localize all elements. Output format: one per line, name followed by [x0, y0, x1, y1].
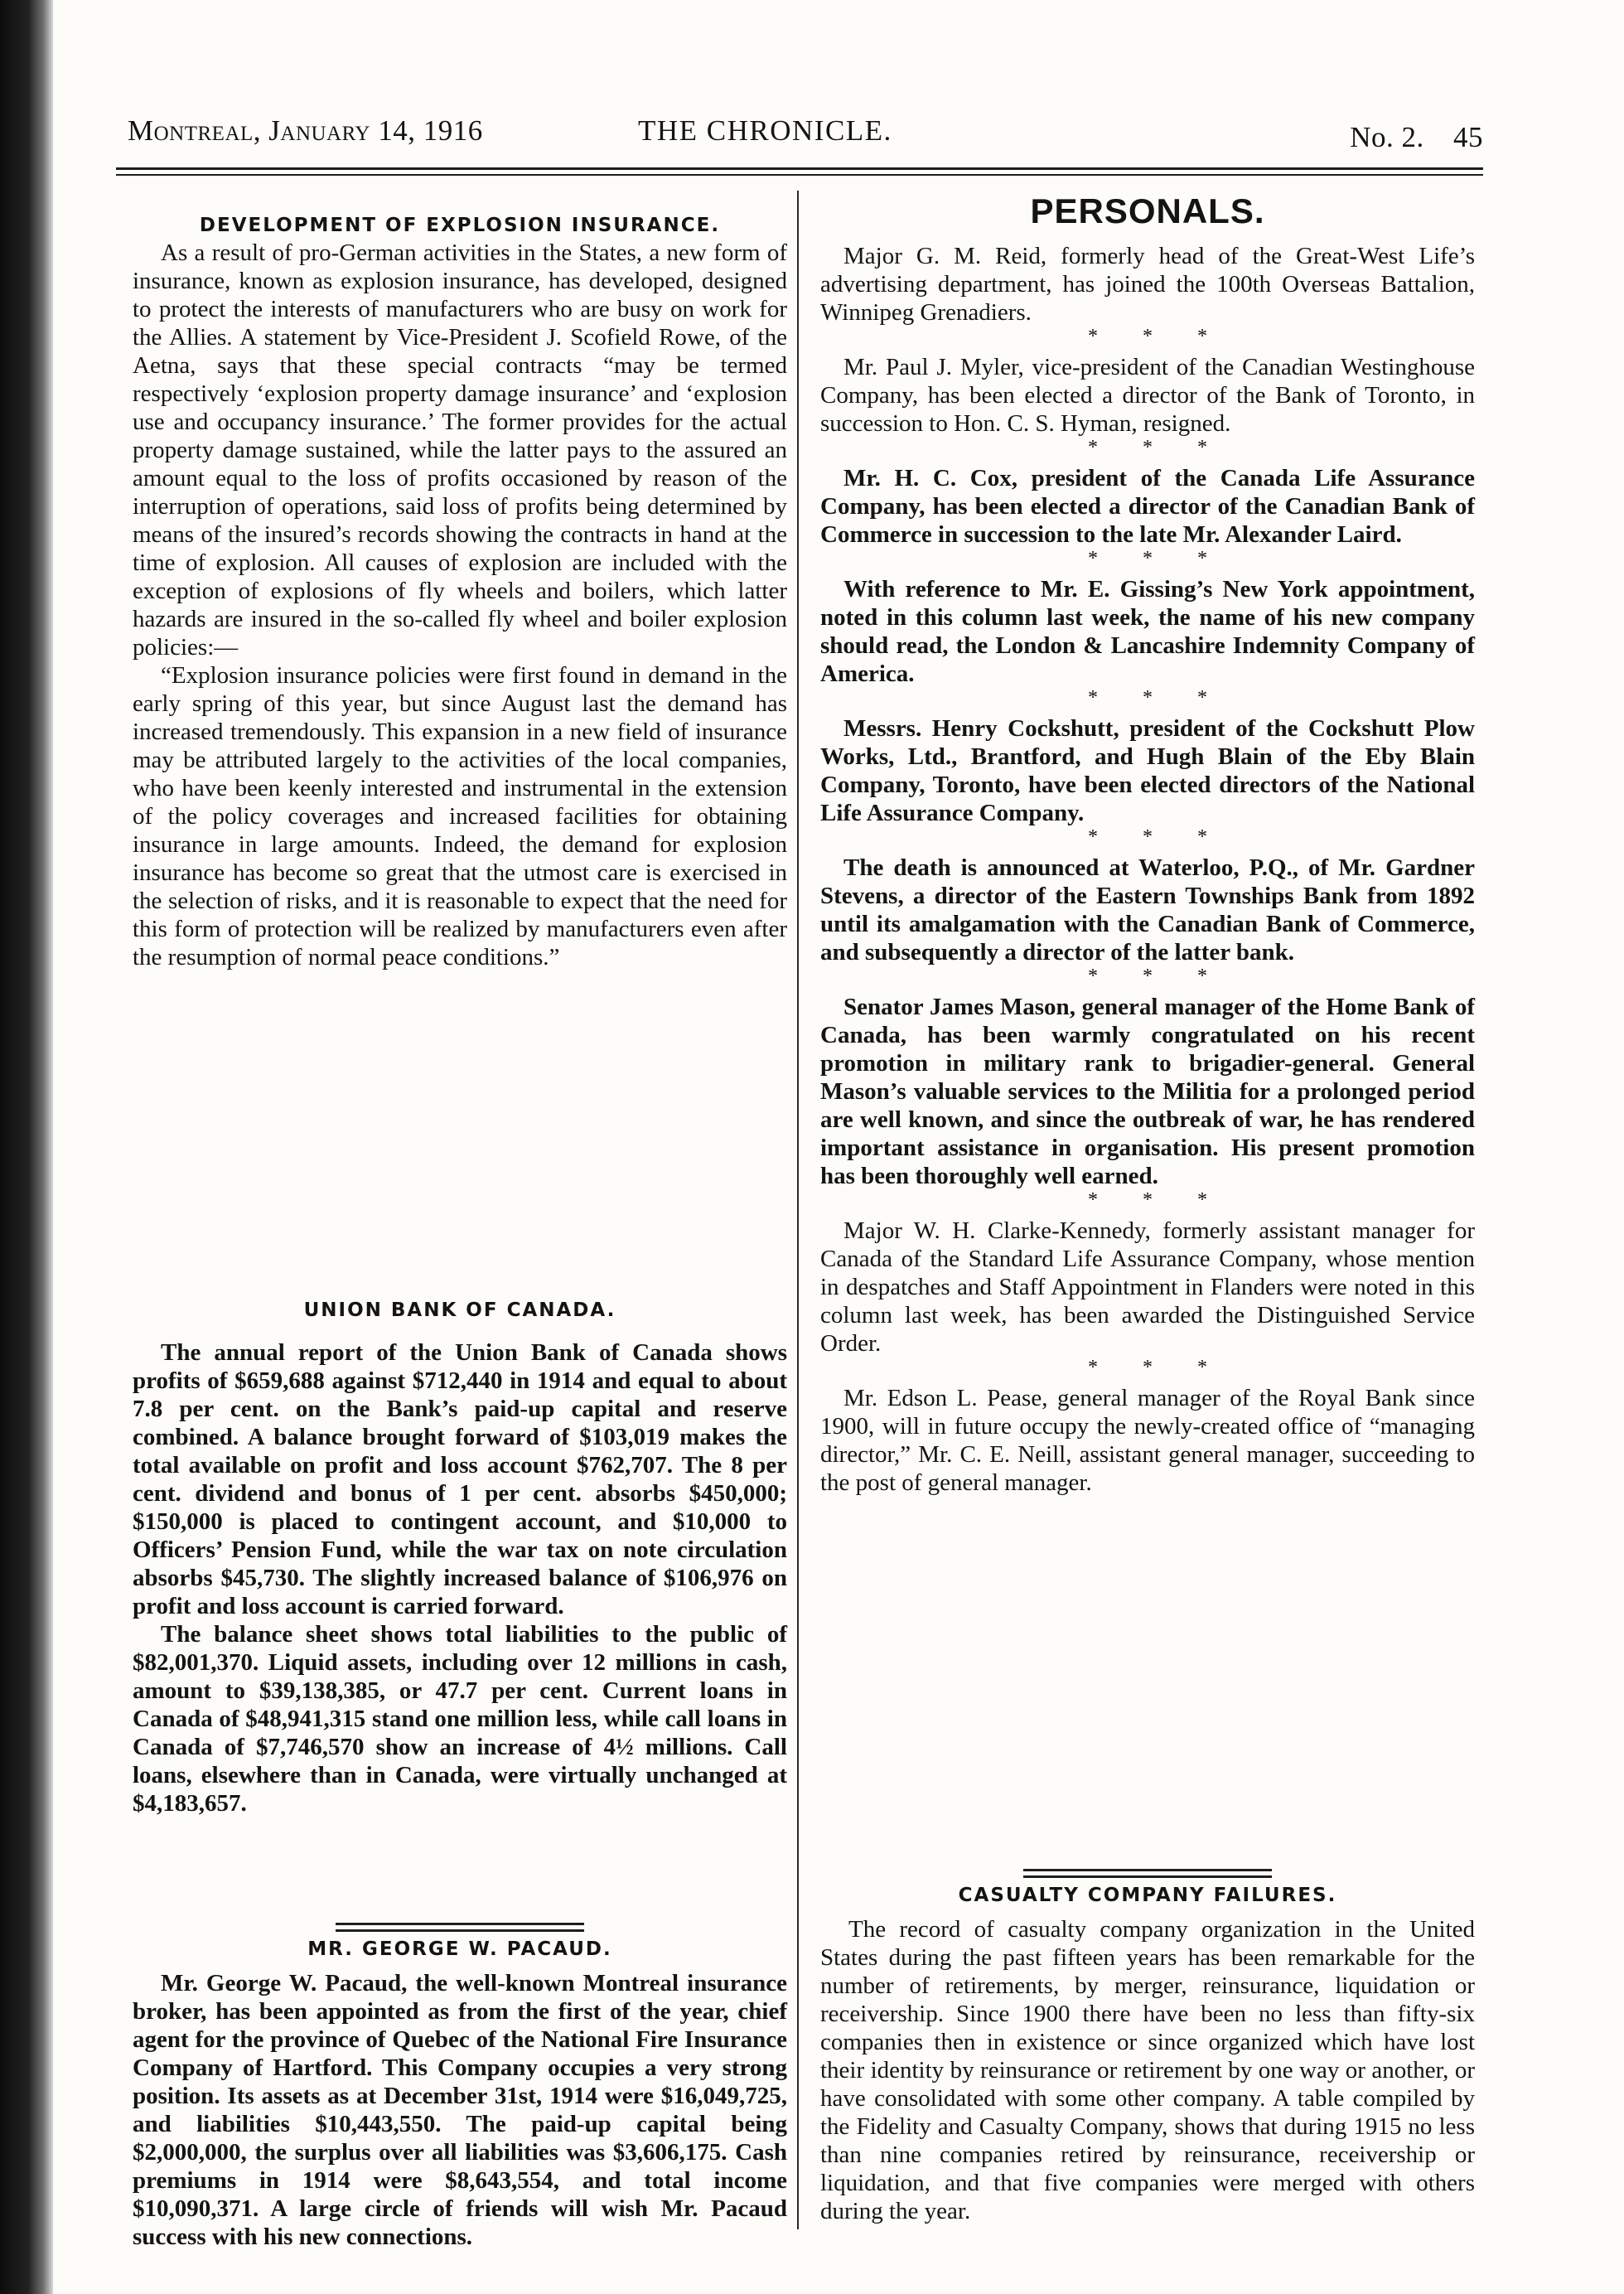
personal-item: With reference to Mr. E. Gissing’s New York appointment, noted in this column last week, the name of his new company should read, the London & Lancashire Indemnity Company of America.	[820, 576, 1475, 687]
article-union-bank	[133, 1297, 787, 1817]
article-personals	[820, 191, 1475, 1497]
article-heading: CASUALTY COMPANY FAILURES.	[958, 1885, 1337, 1906]
dateline: Montreal, January 14, 1916	[128, 114, 483, 147]
personal-item: The death is announced at Waterloo, P.Q., of Mr. Gardner Stevens, a director of the Eastern Townships Bank from 1892 until its amalgamation with the Canadian Bank of Commerce, and subsequently a director of the latter bank.	[820, 854, 1475, 966]
personal-item: Mr. Paul J. Myler, vice-president of the Canadian Westinghouse Company, has been elected a director of the Bank of Toronto, in succession to Hon. C. S. Hyman, resigned.	[820, 354, 1475, 437]
article-paragraph: The balance sheet shows total liabilities to the public of $82,001,370. Liquid assets, including over 12 millions in cash, amount to $39,138,385, or 47.7 per cent. Current loans in Canada of $48,941,315 stand one million less, while call loans in Canada of $7,746,570 show an increase of 4½ millions. Call loans, elsewhere than in Canada, were virtually unchanged at $4,183,657.	[133, 1621, 787, 1817]
personal-item: Major G. M. Reid, formerly head of the Great-West Life’s advertising department, has joined the 100th Overseas Battalion, Winnipeg Grenadiers.	[820, 243, 1475, 326]
article-heading: DEVELOPMENT OF EXPLOSION INSURANCE.	[199, 215, 721, 236]
personal-item: Messrs. Henry Cockshutt, president of the Cockshutt Plow Works, Ltd., Brantford, and Hugh Blain of the Eby Blain Company, Toronto, have been elected directors of the National Life Assurance Company.	[820, 715, 1475, 826]
article-casualty-failures	[820, 1869, 1475, 2225]
issue-block	[1350, 121, 1483, 154]
issue-number: No. 2.	[1350, 121, 1424, 153]
article-paragraph: The record of casualty company organization in the United States during the past fifteen years has been remarkable for the number of retirements, by merger, reinsurance, liquidation or receivership. Since 1900 there have been no less than fifty-six companies then in existence or since organized which have lost their identity by reinsurance or retirement by one way or another, or have consolidated with some other company. A table compiled by the Fidelity and Casualty Company, shows that during 1915 no less than nine companies retired by reinsurance, receivership or liquidation, and that five companies were merged with others during the year.	[820, 1916, 1475, 2224]
article-pacaud	[133, 1923, 787, 2251]
running-header	[116, 108, 1483, 157]
header-rule	[116, 167, 1483, 170]
section-divider	[1023, 1869, 1272, 1878]
section-heading: PERSONALS.	[1030, 191, 1265, 230]
personal-item: Mr. H. C. Cox, president of the Canada Life Assurance Company, has been elected a director of the Canadian Bank of Commerce in succession to the late Mr. Alexander Laird.	[820, 465, 1475, 548]
article-paragraph: Mr. George W. Pacaud, the well-known Montreal insurance broker, has been appointed as from the first of the year, chief agent for the province of Quebec of the National Fire Insurance Company of Hartford. This Company occupies a very strong position. Its assets as at December 31st, 1914 were $16,049,725, and liabilities $10,443,550. The paid-up capital being $2,000,000, the surplus over all liabilities was $3,606,175. Cash premiums in 1914 were $8,643,554, and total income $10,090,371. A large circle of friends will wish Mr. Pacaud success with his new connections.	[133, 1970, 787, 2250]
item-separator: * * *	[1088, 826, 1227, 848]
article-heading: UNION BANK OF CANADA.	[303, 1299, 616, 1321]
article-heading: MR. GEORGE W. PACAUD.	[307, 1938, 612, 1960]
header-rule	[116, 174, 1483, 176]
publication-title: THE CHRONICLE.	[638, 114, 892, 147]
personal-item: Senator James Mason, general manager of the Home Bank of Canada, has been warmly congratulated on his recent promotion in military rank to brigadier-general. General Mason’s valuable services to the Militia for a prolonged period are well known, and since the outbreak of war, he has rendered important assistance in organisation. His present promotion has been thoroughly well earned.	[820, 994, 1475, 1189]
article-paragraph: As a result of pro-German activities in the States, a new form of insurance, known as explosion insurance, has developed, designed to protect the interests of manufacturers who are busy on work for the Allies. A statement by Vice-President J. Scofield Rowe, of the Aetna, says that these special contracts “may be termed respectively ‘explosion property damage insurance’ and ‘explosion use and occupancy insurance.’ The former provides for the actual property damage sustained, while the latter pays to the assured an amount equal to the loss of profits occasioned by reason of the interruption of operations, said loss of profits being determined by means of the insured’s records showing the contracts in hand at the time of explosion. All causes of explosion are included with the exception of explosions of fly wheels and boilers, which latter hazards are insured in the so-called fly wheel and boiler explosion policies:—	[133, 240, 787, 661]
item-separator: * * *	[1088, 687, 1227, 709]
item-separator: * * *	[1088, 1357, 1227, 1378]
personal-item: Major W. H. Clarke-Kennedy, formerly assistant manager for Canada of the Standard Life Assurance Company, whose mention in despatches and Staff Appointment in Flanders were noted in this column last week, has been awarded the Distinguished Service Order.	[820, 1217, 1475, 1357]
item-separator: * * *	[1088, 966, 1227, 987]
article-explosion-insurance	[133, 212, 787, 971]
item-separator: * * *	[1088, 1189, 1227, 1211]
column-divider	[797, 191, 799, 2229]
personal-item: Mr. Edson L. Pease, general manager of the Royal Bank since 1900, will in future occupy the newly-created office of “managing director,” Mr. C. E. Neill, assistant general manager, succeeding to the post of general manager.	[820, 1385, 1475, 1496]
newspaper-page	[116, 108, 1483, 2250]
item-separator: * * *	[1088, 326, 1227, 347]
section-divider	[336, 1923, 584, 1932]
article-paragraph: The annual report of the Union Bank of Canada shows profits of $659,688 against $712,440 in 1914 and equal to about 7.8 per cent. on the Bank’s paid-up capital and reserve combined. A balance brought forward of $103,019 makes the total available on profit and loss account $762,707. The 8 per cent. dividend and bonus of 1 per cent. absorbs $450,000; $150,000 is placed to contingent account, and $10,000 to Officers’ Pension Fund, while the war tax on note circulation absorbs $45,730. The slightly increased balance of $106,976 on profit and loss account is carried forward.	[133, 1339, 787, 1619]
page-number: 45	[1453, 121, 1483, 153]
item-separator: * * *	[1088, 548, 1227, 569]
book-binding-edge	[0, 0, 53, 2294]
item-separator: * * *	[1088, 437, 1227, 458]
article-paragraph: “Explosion insurance policies were first found in demand in the early spring of this year, but since August last the demand has increased tremendously. This expansion in a new field of insurance may be attributed largely to the activities of the local companies, who have been keenly interested and instrumental in the extension of the policy coverages and increased facilities for obtaining insurance in large amounts. Indeed, the demand for explosion insurance has become so great that the utmost care is exercised in the selection of risks, and it is reasonable to expect that the need for this form of protection will be realized by manufacturers even after the resumption of normal peace conditions.”	[133, 662, 787, 970]
